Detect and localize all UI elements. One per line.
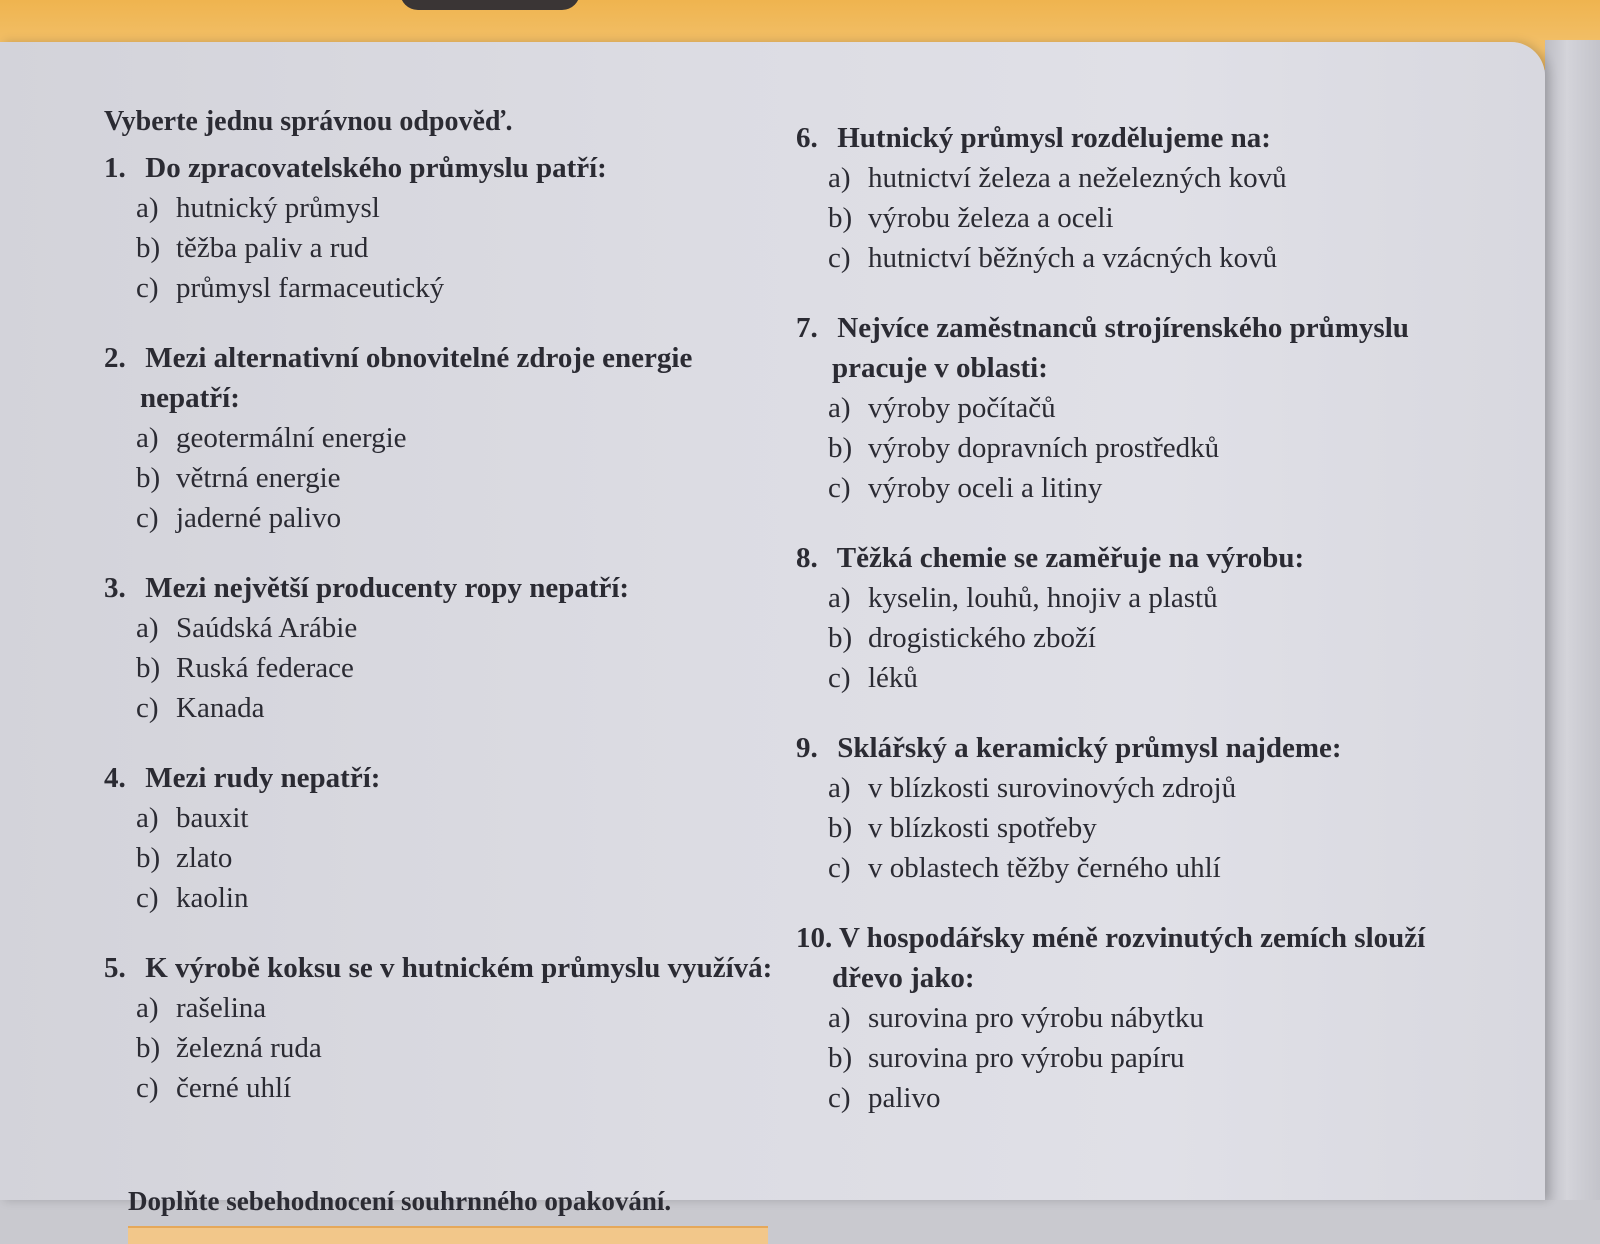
question-label: Mezi největší producenty ropy nepatří:: [145, 572, 630, 604]
option-letter: a): [828, 772, 851, 804]
option-text: jaderné palivo: [176, 502, 342, 534]
self-assessment-box: [128, 1226, 768, 1244]
option-text: průmysl farmaceutický: [176, 272, 445, 304]
option-text: Kanada: [176, 692, 265, 724]
option-text: výrobu železa a oceli: [868, 202, 1114, 234]
option-text: Ruská federace: [176, 652, 354, 684]
left-question-list: [104, 148, 794, 1108]
option-letter: b): [828, 202, 853, 234]
question-text: [796, 918, 1496, 998]
answer-options: [104, 988, 794, 1108]
question-text: [104, 758, 794, 798]
option-letter: b): [828, 812, 853, 844]
question-label: Těžká chemie se zaměřuje na výrobu:: [836, 542, 1305, 574]
question-number: 5.: [104, 952, 126, 984]
question-number: 6.: [796, 122, 818, 154]
option-text: černé uhlí: [176, 1072, 292, 1104]
answer-options: [796, 158, 1496, 278]
question-number: 7.: [796, 312, 818, 344]
question-7: [796, 308, 1496, 508]
answer-option: [136, 188, 794, 228]
option-letter: a): [136, 992, 159, 1024]
answer-options: [796, 998, 1496, 1118]
answer-option: [136, 228, 794, 268]
option-letter: a): [136, 422, 159, 454]
option-text: výroby oceli a litiny: [868, 472, 1103, 504]
question-number: 10.: [796, 922, 833, 954]
option-text: Saúdská Arábie: [176, 612, 358, 644]
self-assessment-prompt: Doplňte sebehodnocení souhrnného opakování.: [128, 1186, 672, 1216]
option-letter: c): [136, 272, 159, 304]
option-text: hutnický průmysl: [176, 192, 380, 224]
question-8: [796, 538, 1496, 698]
question-text: [796, 308, 1496, 388]
option-text: kyselin, louhů, hnojiv a plastů: [868, 582, 1218, 614]
question-4: [104, 758, 794, 918]
question-2: [104, 338, 794, 538]
option-text: zlato: [176, 842, 233, 874]
question-1: [104, 148, 794, 308]
option-letter: b): [828, 432, 853, 464]
question-label: K výrobě koksu se v hutnickém průmyslu využívá:: [145, 952, 773, 984]
option-text: bauxit: [176, 802, 249, 834]
page-edge: [1545, 40, 1600, 1200]
answer-options: [796, 578, 1496, 698]
option-letter: b): [136, 232, 161, 264]
question-label: Mezi alternativní obnovitelné zdroje energie nepatří:: [140, 342, 693, 414]
option-text: kaolin: [176, 882, 249, 914]
question-number: 3.: [104, 572, 126, 604]
option-text: větrná energie: [176, 462, 341, 494]
answer-option: [136, 418, 794, 458]
option-letter: c): [136, 1072, 159, 1104]
option-text: surovina pro výrobu nábytku: [868, 1002, 1204, 1034]
answer-option: [136, 878, 794, 918]
answer-option: [828, 658, 1496, 698]
question-text: [104, 338, 794, 418]
question-number: 2.: [104, 342, 126, 374]
answer-option: [136, 798, 794, 838]
answer-options: [104, 418, 794, 538]
option-text: těžba paliv a rud: [176, 232, 369, 264]
question-number: 4.: [104, 762, 126, 794]
answer-option: [136, 688, 794, 728]
question-text: [796, 728, 1496, 768]
question-label: V hospodářsky méně rozvinutých zemích slouží dřevo jako:: [832, 922, 1426, 994]
left-column: [104, 104, 794, 1138]
option-letter: c): [828, 662, 851, 694]
option-letter: a): [136, 802, 159, 834]
question-5: [104, 948, 794, 1108]
answer-option: [828, 238, 1496, 278]
answer-option: [828, 158, 1496, 198]
question-text: [104, 948, 794, 988]
question-text: [796, 118, 1496, 158]
option-letter: a): [136, 192, 159, 224]
option-text: surovina pro výrobu papíru: [868, 1042, 1185, 1074]
answer-option: [828, 848, 1496, 888]
answer-options: [104, 608, 794, 728]
option-text: drogistického zboží: [868, 622, 1096, 654]
option-letter: c): [136, 692, 159, 724]
question-label: Nejvíce zaměstnanců strojírenského průmyslu pracuje v oblasti:: [832, 312, 1409, 384]
answer-options: [796, 388, 1496, 508]
option-letter: c): [828, 852, 851, 884]
answer-option: [136, 648, 794, 688]
option-letter: b): [828, 1042, 853, 1074]
answer-option: [136, 498, 794, 538]
option-text: geotermální energie: [176, 422, 407, 454]
option-text: v oblastech těžby černého uhlí: [868, 852, 1221, 884]
option-letter: a): [828, 392, 851, 424]
question-label: Sklářský a keramický průmysl najdeme:: [837, 732, 1342, 764]
textbook-page: [0, 42, 1545, 1216]
option-text: výroby počítačů: [868, 392, 1056, 424]
option-text: palivo: [868, 1082, 941, 1114]
right-column: [796, 118, 1496, 1148]
answer-option: [136, 838, 794, 878]
question-3: [104, 568, 794, 728]
instruction: Vyberte jednu správnou odpověď.: [104, 106, 513, 137]
question-label: Do zpracovatelského průmyslu patří:: [145, 152, 607, 184]
answer-options: [104, 798, 794, 918]
answer-option: [828, 1078, 1496, 1118]
option-text: léků: [868, 662, 918, 694]
option-text: v blízkosti spotřeby: [868, 812, 1097, 844]
answer-options: [104, 188, 794, 308]
question-label: Hutnický průmysl rozdělujeme na:: [837, 122, 1271, 154]
answer-option: [828, 768, 1496, 808]
option-text: v blízkosti surovinových zdrojů: [868, 772, 1237, 804]
option-letter: b): [136, 652, 161, 684]
answer-option: [136, 1068, 794, 1108]
option-letter: a): [828, 162, 851, 194]
right-question-list: [796, 118, 1496, 1118]
answer-option: [828, 468, 1496, 508]
question-9: [796, 728, 1496, 888]
option-text: rašelina: [176, 992, 267, 1024]
question-text: [104, 148, 794, 188]
question-number: 9.: [796, 732, 818, 764]
question-6: [796, 118, 1496, 278]
option-text: hutnictví železa a neželezných kovů: [868, 162, 1287, 194]
answer-option: [828, 618, 1496, 658]
option-text: železná ruda: [176, 1032, 322, 1064]
answer-option: [136, 608, 794, 648]
answer-option: [136, 268, 794, 308]
question-text: [104, 568, 794, 608]
question-number: 1.: [104, 152, 126, 184]
option-letter: c): [828, 1082, 851, 1114]
cut-off-heading: [400, 0, 580, 10]
answer-option: [136, 458, 794, 498]
answer-option: [136, 988, 794, 1028]
answer-option: [828, 998, 1496, 1038]
question-text: [796, 538, 1496, 578]
option-text: výroby dopravních prostředků: [868, 432, 1220, 464]
option-letter: b): [828, 622, 853, 654]
option-letter: c): [828, 242, 851, 274]
option-letter: a): [828, 1002, 851, 1034]
option-letter: c): [136, 882, 159, 914]
question-10: [796, 918, 1496, 1118]
option-letter: b): [136, 462, 161, 494]
option-letter: b): [136, 842, 161, 874]
option-letter: c): [828, 472, 851, 504]
option-letter: a): [828, 582, 851, 614]
answer-option: [828, 1038, 1496, 1078]
option-letter: a): [136, 612, 159, 644]
question-label: Mezi rudy nepatří:: [145, 762, 381, 794]
answer-option: [136, 1028, 794, 1068]
answer-option: [828, 808, 1496, 848]
answer-options: [796, 768, 1496, 888]
answer-option: [828, 198, 1496, 238]
question-number: 8.: [796, 542, 818, 574]
option-letter: b): [136, 1032, 161, 1064]
answer-option: [828, 388, 1496, 428]
option-text: hutnictví běžných a vzácných kovů: [868, 242, 1278, 274]
option-letter: c): [136, 502, 159, 534]
answer-option: [828, 578, 1496, 618]
answer-option: [828, 428, 1496, 468]
